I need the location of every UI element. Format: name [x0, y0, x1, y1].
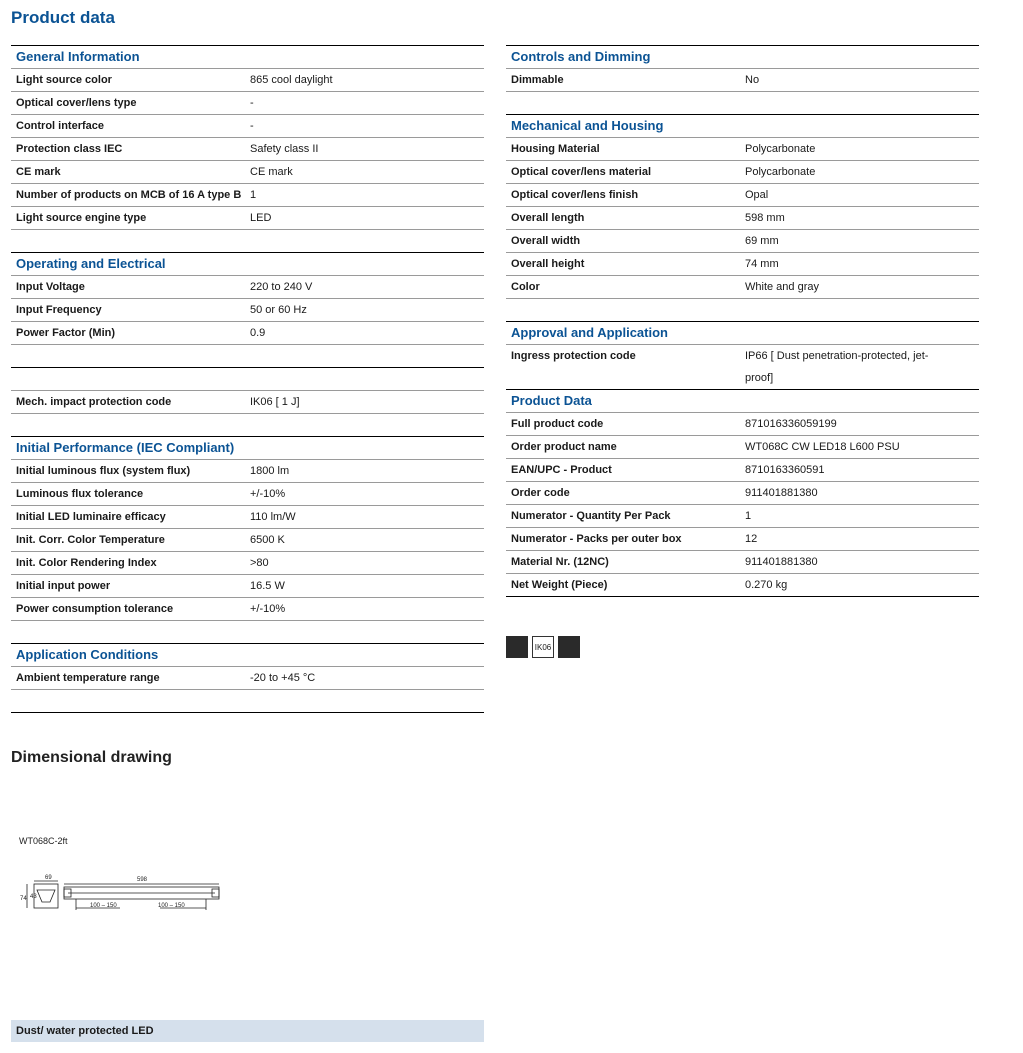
spec-value: -20 to +45 °C	[250, 672, 316, 684]
inner-height-label: 43	[30, 894, 37, 900]
spec-key: Optical cover/lens finish	[511, 189, 639, 201]
end-profile-outline	[34, 884, 58, 908]
spec-row	[506, 230, 979, 253]
section-general-information	[11, 45, 484, 253]
spec-row	[11, 322, 484, 345]
certification-mark-icon	[558, 636, 580, 658]
spec-key: Initial LED luminaire efficacy	[16, 511, 166, 523]
spec-key: Input Voltage	[16, 281, 85, 293]
spec-value: Polycarbonate	[745, 166, 816, 178]
spec-row	[506, 574, 979, 597]
spec-value: +/-10%	[250, 603, 286, 615]
spec-key: Protection class IEC	[16, 143, 123, 155]
spec-row	[506, 138, 979, 161]
spec-key: Overall height	[511, 258, 585, 270]
ik06-badge: IK06	[532, 636, 554, 658]
spec-key: Order code	[511, 487, 570, 499]
spec-key: Dimmable	[511, 74, 564, 86]
spec-value: 74 mm	[745, 258, 779, 270]
product-family-bar: Dust/ water protected LED	[11, 1020, 484, 1042]
section-operating-electrical	[11, 253, 484, 391]
spec-value: 69 mm	[745, 235, 779, 247]
spec-value: WT068C CW LED18 L600 PSU	[745, 441, 900, 453]
spec-key: Overall width	[511, 235, 581, 247]
spec-key: Power Factor (Min)	[16, 327, 116, 339]
spec-row	[11, 391, 484, 414]
spec-row	[506, 413, 979, 436]
section-heading: Initial Performance (IEC Compliant)	[11, 437, 484, 460]
spec-row	[506, 207, 979, 230]
spec-key: Numerator - Packs per outer box	[511, 533, 682, 545]
spec-row	[506, 528, 979, 551]
spec-row	[11, 506, 484, 529]
spec-row	[11, 667, 484, 690]
spec-key: Material Nr. (12NC)	[511, 556, 609, 568]
spec-key: Initial luminous flux (system flux)	[16, 465, 191, 477]
section-mechanical-housing	[506, 115, 979, 322]
spec-value: 598 mm	[745, 212, 785, 224]
spec-value: +/-10%	[250, 488, 286, 500]
spec-row	[11, 138, 484, 161]
section-gap	[11, 414, 484, 437]
spec-key: Overall length	[511, 212, 585, 224]
spec-row	[11, 161, 484, 184]
width-label: 69	[45, 875, 52, 881]
spec-value: 6500 K	[250, 534, 285, 546]
certification-mark-icon	[506, 636, 528, 658]
spec-row	[506, 69, 979, 92]
section-heading: Application Conditions	[11, 644, 484, 667]
spec-value: -	[250, 120, 254, 132]
dimensional-drawing-title: Dimensional drawing	[11, 749, 172, 766]
spec-key: Net Weight (Piece)	[511, 579, 608, 591]
spec-key: Mech. impact protection code	[16, 396, 172, 408]
spec-value: 12	[745, 533, 758, 545]
spec-row	[11, 69, 484, 92]
clip-range-right-label: 100 – 150	[158, 903, 185, 909]
section-approval-application	[506, 322, 979, 390]
section-gap	[11, 230, 484, 253]
spec-key: Init. Color Rendering Index	[16, 557, 157, 569]
spec-key: CE mark	[16, 166, 61, 178]
spec-value: 865 cool daylight	[250, 74, 333, 86]
spec-key: Color	[511, 281, 540, 293]
end-profile-shape	[37, 890, 55, 902]
spec-key: Ingress protection code	[511, 350, 636, 362]
section-product-data	[506, 390, 979, 597]
spec-key: Order product name	[511, 441, 617, 453]
spec-row	[11, 598, 484, 621]
spec-value: 220 to 240 V	[250, 281, 313, 293]
drawing-model-label: WT068C-2ft	[19, 836, 68, 846]
spec-key: Optical cover/lens type	[16, 97, 137, 109]
spec-key: Ambient temperature range	[16, 672, 160, 684]
spec-key: Full product code	[511, 418, 604, 430]
spec-value: 50 or 60 Hz	[250, 304, 307, 316]
spec-value: IP66 [ Dust penetration-protected, jet-proof]	[745, 350, 929, 384]
spec-row	[506, 482, 979, 505]
dimensional-drawing	[20, 874, 225, 916]
section-heading: Mechanical and Housing	[506, 115, 979, 138]
spec-row	[11, 575, 484, 598]
section-heading: Product Data	[506, 390, 979, 413]
spec-value: 8710163360591	[745, 464, 825, 476]
height-label: 74	[20, 896, 27, 902]
spec-row	[506, 505, 979, 528]
spec-value: Safety class II	[250, 143, 319, 155]
certification-badges	[506, 636, 580, 658]
spec-value: No	[745, 74, 760, 86]
spec-row	[506, 276, 979, 299]
spec-value: CE mark	[250, 166, 293, 178]
spec-key: Init. Corr. Color Temperature	[16, 534, 165, 546]
section-gap	[11, 345, 484, 368]
spec-row	[11, 299, 484, 322]
spec-row	[11, 184, 484, 207]
spec-key: Numerator - Quantity Per Pack	[511, 510, 671, 522]
spec-row	[11, 115, 484, 138]
section-gap	[11, 368, 484, 391]
section-initial-performance	[11, 437, 484, 644]
section-heading: General Information	[11, 45, 484, 69]
spec-value: LED	[250, 212, 272, 224]
spec-value: 0.270 kg	[745, 579, 788, 591]
section-gap	[506, 299, 979, 322]
section-mechanical-impact	[11, 391, 484, 437]
spec-row	[11, 92, 484, 115]
spec-value: >80	[250, 557, 269, 569]
spec-key: Number of products on MCB of 16 A type B	[16, 189, 242, 201]
spec-value: 0.9	[250, 327, 266, 339]
spec-value: 16.5 W	[250, 580, 285, 592]
length-label: 598	[137, 877, 148, 883]
section-application-conditions	[11, 644, 484, 713]
spec-row	[506, 459, 979, 482]
spec-row	[11, 552, 484, 575]
left-column	[11, 45, 484, 713]
spec-key: Initial input power	[16, 580, 111, 592]
spec-row	[11, 483, 484, 506]
spec-key: Power consumption tolerance	[16, 603, 174, 615]
spec-key: Housing Material	[511, 143, 600, 155]
spec-key: Control interface	[16, 120, 105, 132]
spec-value: 911401881380	[745, 556, 818, 568]
spec-value: 110 lm/W	[250, 511, 296, 523]
spec-row	[506, 184, 979, 207]
section-heading: Controls and Dimming	[506, 45, 979, 69]
spec-row	[11, 207, 484, 230]
spec-value: 1800 lm	[250, 465, 290, 477]
spec-value: Polycarbonate	[745, 143, 816, 155]
spec-key: EAN/UPC - Product	[511, 464, 612, 476]
spec-row	[11, 529, 484, 552]
spec-value: 911401881380	[745, 487, 818, 499]
section-heading: Operating and Electrical	[11, 253, 484, 276]
spec-row	[506, 551, 979, 574]
spec-value: 1	[250, 189, 257, 201]
spec-value: 871016336059199	[745, 418, 837, 430]
section-heading: Approval and Application	[506, 322, 979, 345]
spec-row	[11, 276, 484, 299]
spec-row	[506, 345, 979, 390]
section-gap	[506, 92, 979, 115]
spec-value: -	[250, 97, 254, 109]
clip-range-left-label: 100 – 150	[90, 903, 117, 909]
spec-key: Light source color	[16, 74, 112, 86]
right-column	[506, 45, 979, 597]
page-title: Product data	[11, 8, 115, 27]
spec-key: Light source engine type	[16, 212, 147, 224]
spec-row	[506, 436, 979, 459]
section-gap	[11, 621, 484, 644]
section-controls-dimming	[506, 45, 979, 115]
spec-value: Opal	[745, 189, 769, 201]
spec-row	[11, 460, 484, 483]
spec-key: Luminous flux tolerance	[16, 488, 144, 500]
spec-key: Input Frequency	[16, 304, 102, 316]
spec-value: White and gray	[745, 281, 819, 293]
spec-row	[506, 253, 979, 276]
spec-value: IK06 [ 1 J]	[250, 396, 300, 408]
spec-value: 1	[745, 510, 752, 522]
spec-row	[506, 161, 979, 184]
spec-key: Optical cover/lens material	[511, 166, 652, 178]
section-gap	[11, 690, 484, 713]
